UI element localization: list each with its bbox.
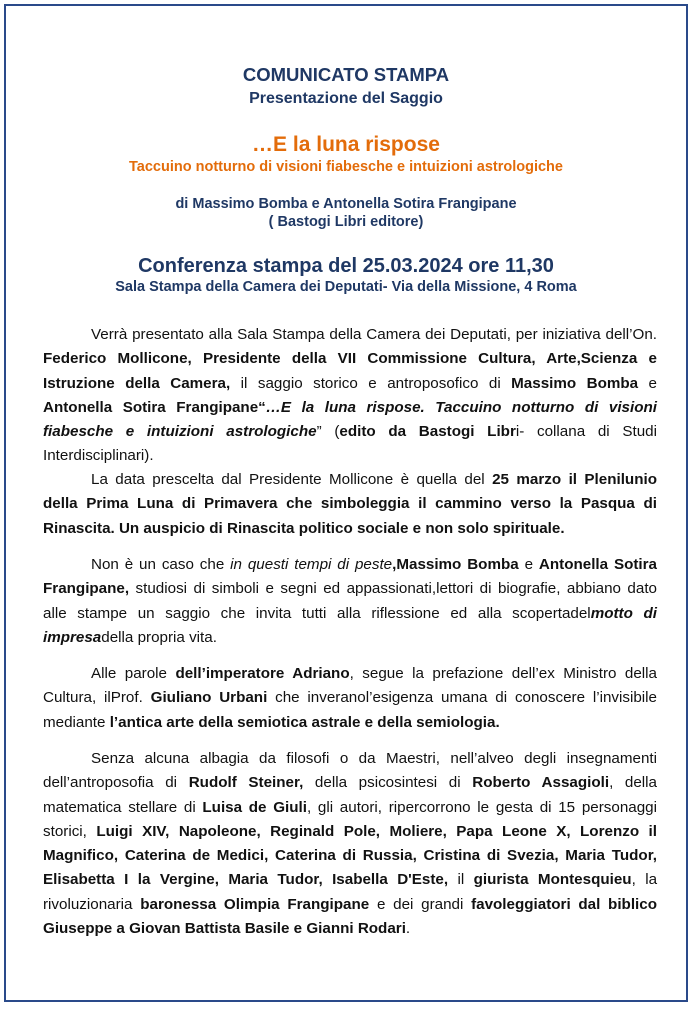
- book-publisher: ( Bastogi Libri editore): [268, 214, 424, 230]
- book-authors: di Massimo Bomba e Antonella Sotira Frangipane: [175, 196, 517, 212]
- press-release-page: [4, 4, 688, 1002]
- document-title: COMUNICATO STAMPA: [242, 64, 450, 85]
- paragraph-3: Non è un caso che in questi tempi di peste,Massimo Bomba e Antonella Sotira Frangipane, studiosi di simboli e segni ed appassionati,lettori di biografie, abbiano dato alle stampe un saggio che invita tutti alla riflessione ed alla scopertadelmotto di impresadella propria vita.: [43, 556, 658, 646]
- book-subtitle: Taccuino notturno di visioni fiabesche e intuizioni astrologiche: [129, 159, 563, 175]
- document-subtitle: Presentazione del Saggio: [249, 90, 443, 107]
- book-title: …E la luna rispose: [252, 133, 440, 156]
- paragraph-2: La data prescelta dal Presidente Mollicone è quella del 25 marzo il Plenilunio della Prima Luna di Primavera che simboleggia il cammino verso la Pasqua di Rinascita. Un auspicio di Rinascita politico sociale e non solo spirituale.: [43, 471, 657, 537]
- conference-location: Sala Stampa della Camera dei Deputati- Via della Missione, 4 Roma: [115, 279, 577, 295]
- conference-title: Conferenza stampa del 25.03.2024 ore 11,30: [138, 255, 554, 277]
- paragraph-4: Alle parole dell’imperatore Adriano, segue la prefazione dell’ex Ministro della Cultura, ilProf. Giuliano Urbani che inveranol’esigenza umana di conoscere l’invisibile mediante l’antica arte della semiotica astrale e della semiologia.: [43, 665, 657, 731]
- paragraph-1: Verrà presentato alla Sala Stampa della Camera dei Deputati, per iniziativa dell’On. Federico Mollicone, Presidente della VII Commissione Cultura, Arte,Scienza e Istruzione della Camera, il saggio storico e antroposofico di Massimo Bomba e Antonella Sotira Frangipane“…E la luna rispose. Taccuino notturno di visioni fiabesche e intuizioni astrologiche” (edito da Bastogi Libri- collana di Studi Interdisciplinari).: [43, 326, 658, 465]
- paragraph-5: Senza alcuna albagia da filosofi o da Maestri, nell’alveo degli insegnamenti dell’antroposofia di Rudolf Steiner, della psicosintesi di Roberto Assagioli, della matematica stellare di Luisa de Giuli, gli autori, ripercorrono le gesta di 15 personaggi storici, Luigi XIV, Napoleone, Reginald Pole, Moliere, Papa Leone X, Lorenzo il Magnifico, Caterina de Medici, Caterina di Russia, Cristina di Svezia, Maria Tudor, Elisabetta I la Vergine, Maria Tudor, Isabella D'Este, il giurista Montesquieu, la rivoluzionaria baronessa Olimpia Frangipane e dei grandi favoleggiatori dal biblico Giuseppe a Giovan Battista Basile e Gianni Rodari.: [43, 750, 658, 938]
